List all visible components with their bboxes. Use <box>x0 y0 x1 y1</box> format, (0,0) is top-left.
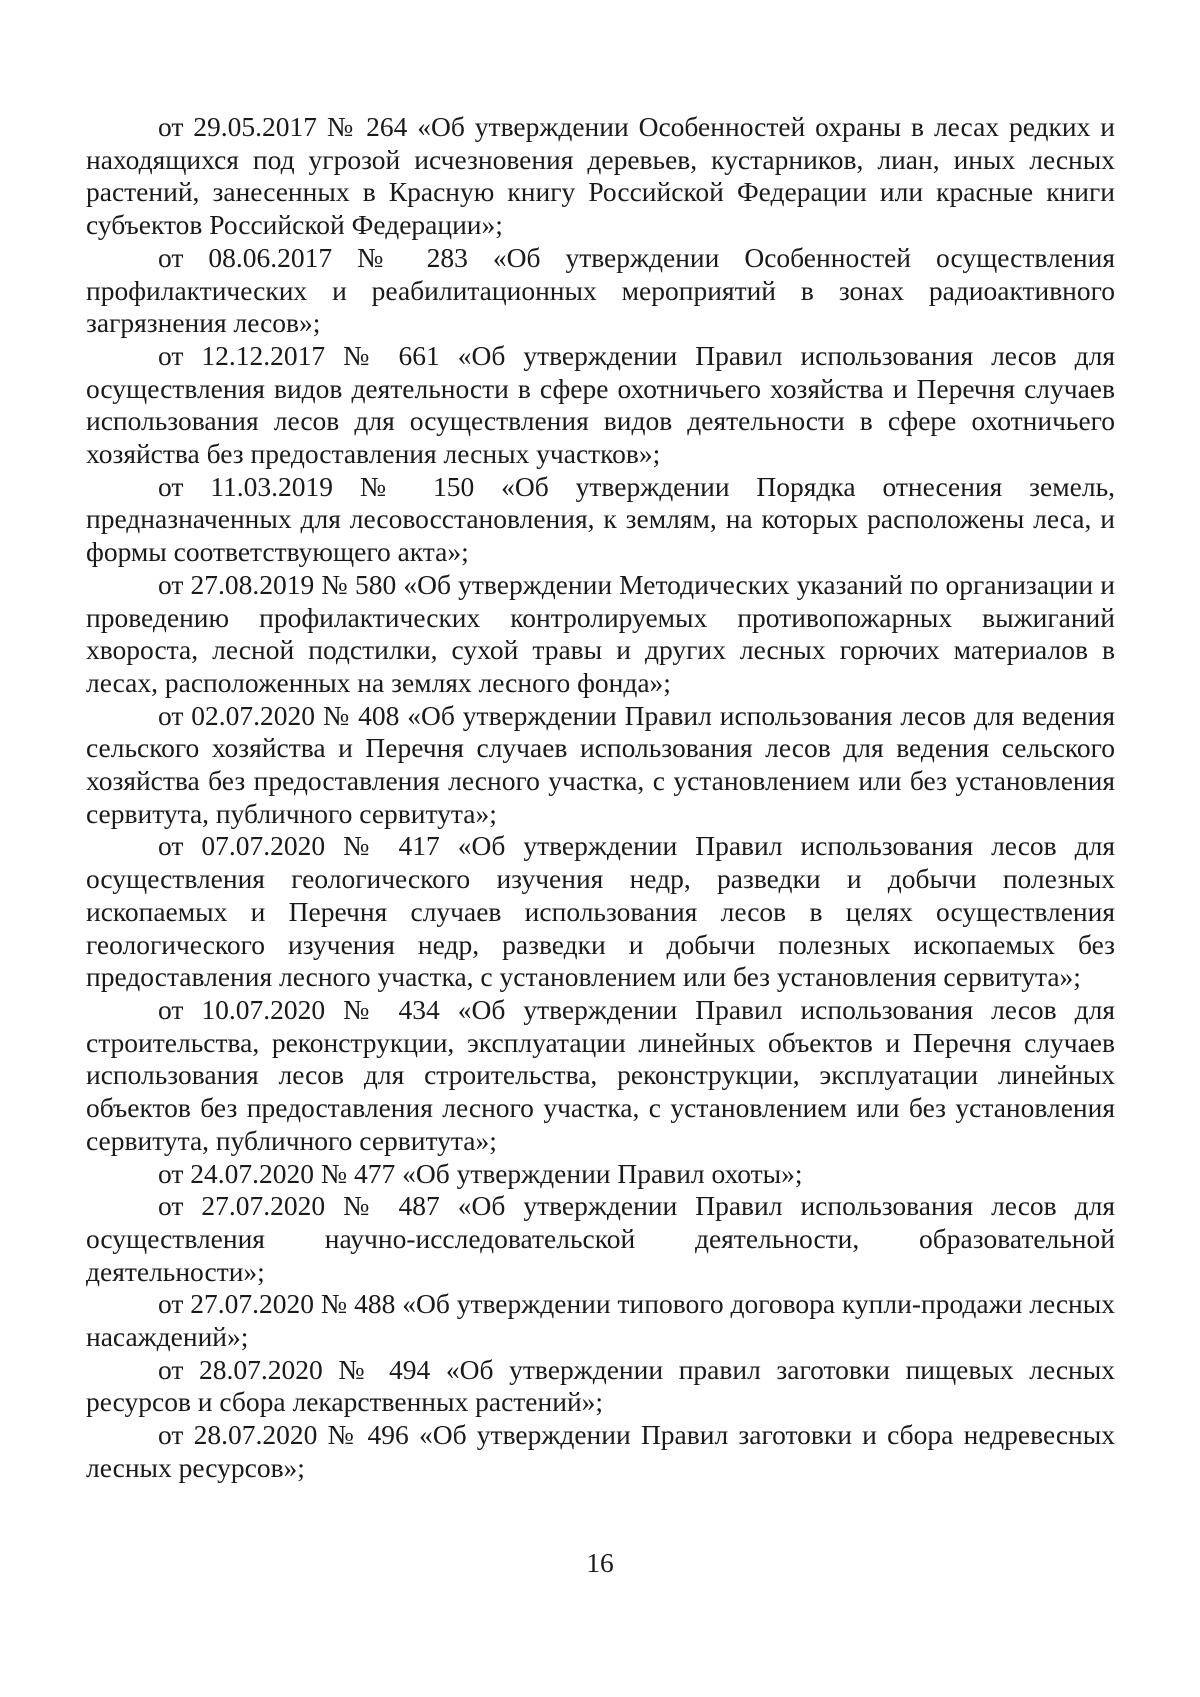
paragraph-order-487: от 27.07.2020 № 487 «Об утверждении Правил использования лесов для осуществления научно-исследовательской деятельности, образовательной деятельности»; <box>86 1190 1115 1287</box>
paragraph-order-283: от 08.06.2017 № 283 «Об утверждении Особенностей осуществления профилактических и реабилитационных мероприятий в зонах радиоактивного загрязнения лесов»; <box>86 241 1115 339</box>
paragraph-order-408: от 02.07.2020 № 408 «Об утверждении Правил использования лесов для ведения сельского хозяйства и Перечня случаев использования лесов для ведения сельского хозяйства без предоставления лесного участка, с установлением или без установления сервитута, публичного сервитута»; <box>86 699 1115 829</box>
paragraph-order-494: от 28.07.2020 № 494 «Об утверждении правил заготовки пищевых лесных ресурсов и сбора лекарственных растений»; <box>86 1353 1115 1418</box>
paragraph-order-477: от 24.07.2020 № 477 «Об утверждении Правил охоты»; <box>158 1157 803 1189</box>
paragraph-order-661: от 12.12.2017 № 661 «Об утверждении Правил использования лесов для осуществления видов деятельности в сфере охотничьего хозяйства и Перечня случаев использования лесов для осуществления видов деятельности в сфере охотничьего хозяйства без предоставления лесных участков»; <box>86 339 1115 470</box>
page-number: 16 <box>586 1547 614 1578</box>
paragraph-order-264: от 29.05.2017 № 264 «Об утверждении Особенностей охраны в лесах редких и находящихся под угрозой исчезновения деревьев, кустарников, лиан, иных лесных растений, занесенных в Красную книгу Российской Федерации или красные книги субъектов Российской Федерации»; <box>86 111 1115 241</box>
paragraph-order-434: от 10.07.2020 № 434 «Об утверждении Правил использования лесов для строительства, реконструкции, эксплуатации линейных объектов и Перечня случаев использования лесов для строительства, реконструкции, эксплуатации линейных объектов без предоставления лесного участка, с установлением или без установления сервитута, публичного сервитута»; <box>86 993 1115 1156</box>
paragraph-order-417: от 07.07.2020 № 417 «Об утверждении Правил использования лесов для осуществления геологического изучения недр, разведки и добычи полезных ископаемых и Перечня случаев использования лесов в целях осуществления геологического изучения недр, разведки и добычи полезных ископаемых без предоставления лесного участка, с установлением или без установления сервитута»; <box>86 830 1115 993</box>
paragraph-order-580: от 27.08.2019 № 580 «Об утверждении Методических указаний по организации и проведению профилактических контролируемых противопожарных выжиганий хвороста, лесной подстилки, сухой травы и других лесных горючих материалов в лесах, расположенных на землях лесного фонда»; <box>86 568 1115 698</box>
paragraph-order-496: от 28.07.2020 № 496 «Об утверждении Правил заготовки и сбора недревесных лесных ресурсов»; <box>86 1419 1115 1483</box>
document-body <box>86 111 1115 1485</box>
paragraph-order-488: от 27.07.2020 № 488 «Об утверждении типового договора купли-продажи лесных насаждений»; <box>86 1288 1115 1353</box>
paragraph-order-150: от 11.03.2019 № 150 «Об утверждении Порядка отнесения земель, предназначенных для лесовосстановления, к землям, на которых расположены леса, и формы соответствующего акта»; <box>86 470 1115 568</box>
